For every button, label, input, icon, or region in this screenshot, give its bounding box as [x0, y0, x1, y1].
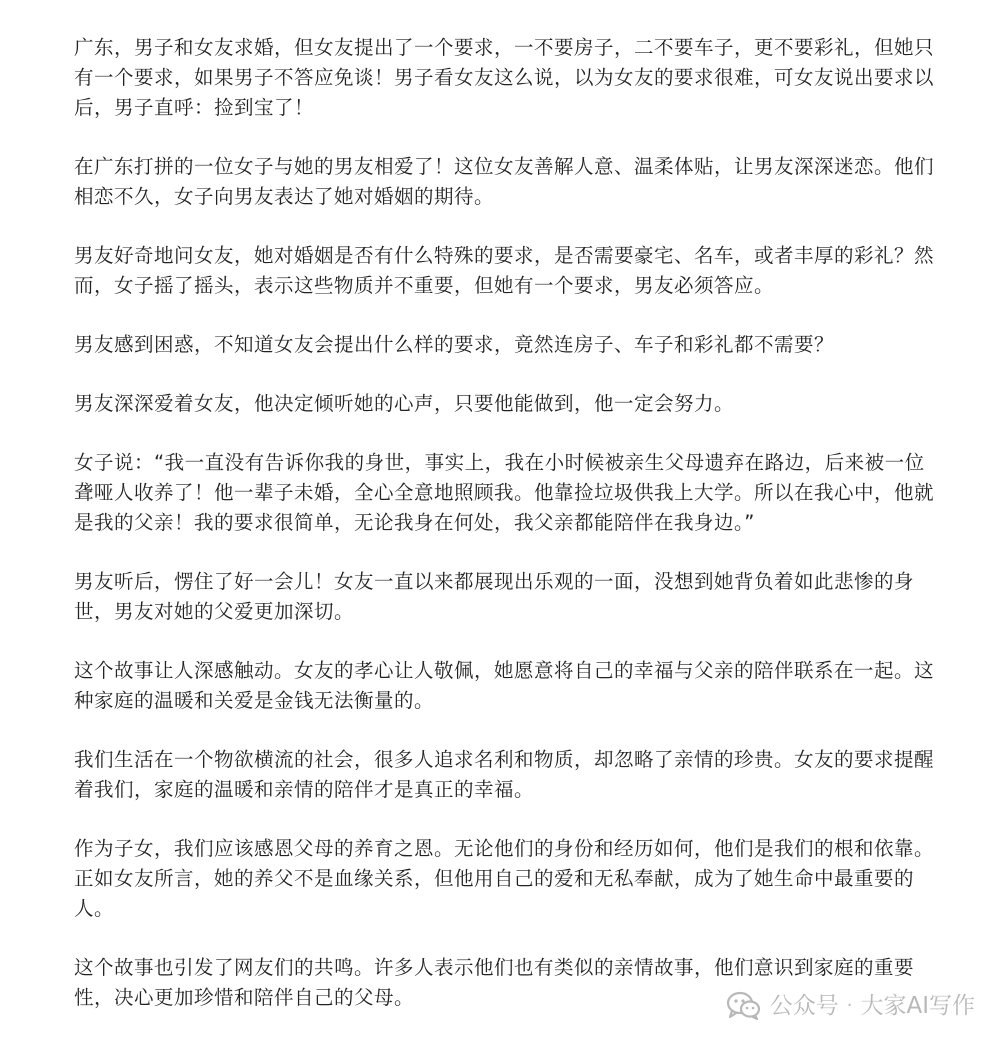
paragraph: 广东，男子和女友求婚，但女友提出了一个要求，一不要房子，二不要车子，更不要彩礼，但她只有一个要求，如果男子不答应免谈！男子看女友这么说，以为女友的要求很难，可女友说出要求以后，男子直呼：捡到宝了！	[74, 36, 935, 119]
paragraph: 这个故事也引发了网友们的共鸣。许多人表示他们也有类似的亲情故事，他们意识到家庭的重要性，决心更加珍惜和陪伴自己的父母。	[74, 956, 915, 1009]
watermark-account: 大家AI写作	[860, 993, 975, 1019]
paragraph: 男友深深爱着女友，他决定倾听她的心声，只要他能做到，他一定会努力。	[74, 392, 735, 415]
article-body	[74, 33, 944, 1042]
paragraph: 男友感到困惑，不知道女友会提出什么样的要求，竟然连房子、车子和彩礼都不需要？	[74, 333, 835, 356]
paragraph: 在广东打拼的一位女子与她的男友相爱了！这位女友善解人意、温柔体贴，让男友深深迷恋。他们相恋不久，女子向男友表达了她对婚姻的期待。	[74, 155, 935, 208]
watermark	[726, 991, 975, 1021]
wechat-icon	[726, 991, 762, 1021]
paragraph: 男友听后，愣住了好一会儿！女友一直以来都展现出乐观的一面，没想到她背负着如此悲惨的身世，男友对她的父爱更加深切。	[74, 570, 915, 623]
paragraph: 女子说：“我一直没有告诉你我的身世，事实上，我在小时候被亲生父母遗弃在路边，后来被一位聋哑人收养了！他一辈子未婚，全心全意地照顾我。他靠捡垃圾供我上大学。所以在我心中，他就是我的父亲！我的要求很简单，无论我身在何处，我父亲都能陪伴在我身边。”	[74, 451, 935, 534]
paragraph: 我们生活在一个物欲横流的社会，很多人追求名利和物质，却忽略了亲情的珍贵。女友的要求提醒着我们，家庭的温暖和亲情的陪伴才是真正的幸福。	[74, 748, 935, 801]
paragraph: 这个故事让人深感触动。女友的孝心让人敬佩，她愿意将自己的幸福与父亲的陪伴联系在一起。这种家庭的温暖和关爱是金钱无法衡量的。	[74, 659, 935, 712]
watermark-separator: ·	[846, 995, 853, 1016]
paragraph: 男友好奇地问女友，她对婚姻是否有什么特殊的要求，是否需要豪宅、名车，或者丰厚的彩礼？然而，女子摇了摇头，表示这些物质并不重要，但她有一个要求，男友必须答应。	[74, 244, 935, 297]
watermark-label: 公众号	[769, 993, 839, 1019]
paragraph: 作为子女，我们应该感恩父母的养育之恩。无论他们的身份和经历如何，他们是我们的根和依靠。正如女友所言，她的养父不是血缘关系，但他用自己的爱和无私奉献，成为了她生命中最重要的人。	[74, 837, 935, 920]
